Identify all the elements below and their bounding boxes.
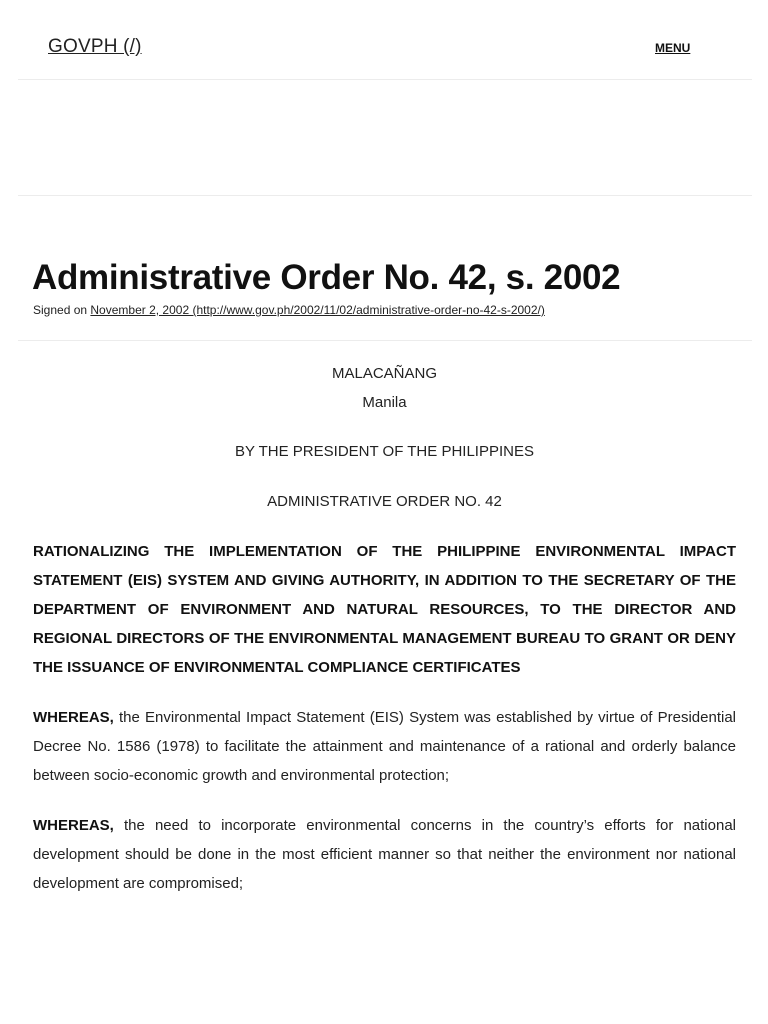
signed-prefix: Signed on [33,303,91,317]
whereas-lead: WHEREAS, [33,709,114,726]
document-body [33,340,736,898]
issuer-line: BY THE PRESIDENT OF THE PHILIPPINES [235,443,534,460]
menu-button[interactable]: MENU [655,41,691,55]
place-manila: Manila [362,394,407,411]
whereas-paragraph-1 [33,703,736,790]
signed-date-link[interactable]: November 2, 2002 (http://www.gov.ph/2002/11/02/administrative-order-no-42-s-2002/) [90,303,545,317]
article-header [18,196,752,341]
whereas-text: the need to incorporate environmental concerns in the country’s efforts for national development should be done in the most efficient manner so that neither the environment nor national development are compromised; [33,817,736,892]
order-heading: RATIONALIZING THE IMPLEMENTATION OF THE PHILIPPINE ENVIRONMENTAL IMPACT STATEMENT (EIS) SYSTEM AND GIVING AUTHORITY, IN ADDITION TO THE SECRETARY OF THE DEPARTMENT OF ENVIRONMENT AND NATURAL RESOURCES, TO THE DIRECTOR AND REGIONAL DIRECTORS OF THE ENVIRONMENTAL MANAGEMENT BUREAU TO GRANT OR DENY THE ISSUANCE OF ENVIRONMENTAL COMPLIANCE CERTIFICATES [33,543,736,676]
govph-home-link[interactable]: GOVPH (/) [48,36,142,57]
page-title: Administrative Order No. 42, s. 2002 [32,258,621,297]
whereas-paragraph-2 [33,811,736,898]
place-malacanang: MALACAÑANG [331,365,438,382]
whereas-text: the Environmental Impact Statement (EIS) System was established by virtue of Presidential Decree No. 1586 (1978) to facilitate the attainment and maintenance of a rational and orderly balance between socio-economic growth and environmental protection; [33,709,736,784]
top-navigation-bar [18,0,752,80]
signed-date-line [33,303,545,317]
banner-placeholder [18,80,752,196]
whereas-lead: WHEREAS, [33,817,114,834]
order-number: ADMINISTRATIVE ORDER NO. 42 [267,493,502,510]
